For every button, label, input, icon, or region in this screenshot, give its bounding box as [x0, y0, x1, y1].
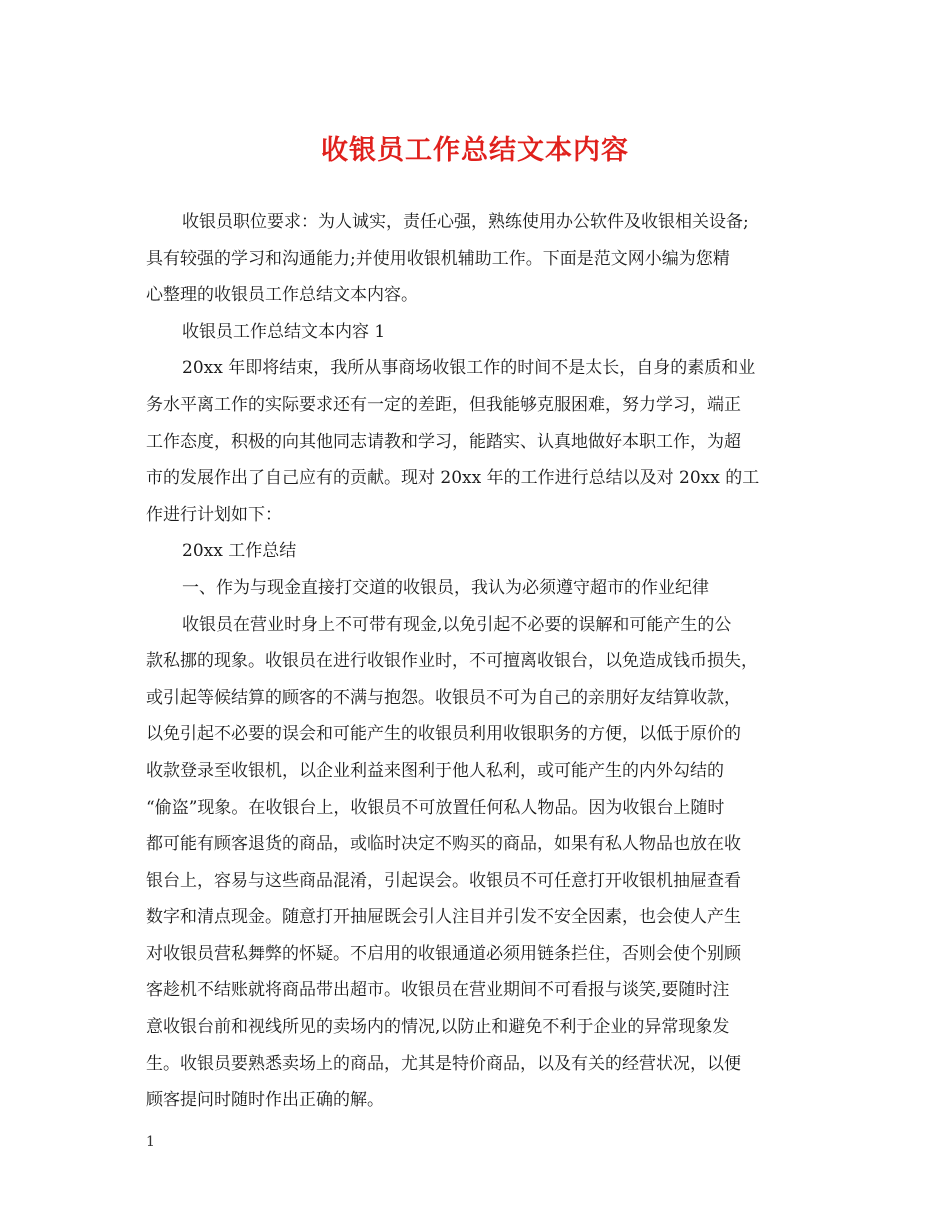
- paragraph-line: 以免引起不必要的误会和可能产生的收银员利用收银职务的方便，以低于原价的: [146, 724, 741, 745]
- paragraph-line: 20xx 年即将结束，我所从事商场收银工作的时间不是太长，自身的素质和业: [182, 358, 756, 379]
- paragraph-line: 银台上，容易与这些商品混淆，引起误会。收银员不可任意打开收银机抽屉查看: [146, 870, 741, 891]
- section-heading-text: 收银员工作总结文本内容 1: [182, 321, 386, 342]
- paragraph-1: [146, 350, 810, 533]
- page-number: 1: [146, 1134, 155, 1150]
- paragraph-line: 意收银台前和视线所见的卖场内的情况,以防止和避免不利于企业的异常现象发: [146, 1017, 730, 1038]
- summary-heading: [146, 533, 810, 570]
- paragraph-line: 作进行计划如下：: [146, 504, 282, 525]
- document-body: [146, 204, 810, 1119]
- paragraph-line: 务水平离工作的实际要求还有一定的差距，但我能够克服困难，努力学习，端正: [146, 394, 741, 415]
- paragraph-line: 收款登录至收银机，以企业利益来图利于他人私利，或可能产生的内外勾结的: [146, 760, 724, 781]
- intro-paragraph: [146, 204, 810, 314]
- paragraph-line: 数字和清点现金。随意打开抽屉既会引人注目并引发不安全因素，也会使人产生: [146, 907, 741, 928]
- paragraph-line: 都可能有顾客退货的商品，或临时决定不购买的商品，如果有私人物品也放在收: [146, 834, 741, 855]
- paragraph-line: 对收银员营私舞弊的怀疑。不启用的收银通道必须用链条拦住，否则会使个别顾: [146, 943, 741, 964]
- paragraph-line: 款私挪的现象。收银员在进行收银作业时，不可擅离收银台，以免造成钱币损失，: [146, 651, 758, 672]
- summary-heading-text: 20xx 工作总结: [182, 541, 297, 562]
- section-heading: [146, 314, 810, 351]
- intro-line: 收银员职位要求：为人诚实，责任心强，熟练使用办公软件及收银相关设备;: [182, 212, 749, 232]
- paragraph-line: 收银员在营业时身上不可带有现金,以免引起不必要的误解和可能产生的公: [182, 614, 732, 635]
- paragraph-line: 顾客提问时随时作出正确的解。: [146, 1090, 384, 1111]
- intro-line: 心整理的收银员工作总结文本内容。: [146, 285, 418, 306]
- paragraph-2: [146, 607, 810, 1119]
- intro-line: 具有较强的学习和沟通能力;并使用收银机辅助工作。下面是范文网小编为您精: [146, 248, 730, 269]
- paragraph-line: 市的发展作出了自己应有的贡献。现对 20xx 年的工作进行总结以及对 20xx 的工: [146, 468, 760, 489]
- paragraph-line: 生。收银员要熟悉卖场上的商品，尤其是特价商品，以及有关的经营状况，以便: [146, 1053, 741, 1074]
- paragraph-line: 客趁机不结账就将商品带出超市。收银员在营业期间不可看报与谈笑,要随时注: [146, 980, 730, 1001]
- point-heading: [146, 570, 810, 607]
- document-title: 收银员工作总结文本内容: [321, 135, 629, 166]
- point-heading-text: 一、作为与现金直接打交道的收银员，我认为必须遵守超市的作业纪律: [182, 577, 709, 598]
- paragraph-line: 或引起等候结算的顾客的不满与抱怨。收银员不可为自己的亲朋好友结算收款，: [146, 687, 741, 708]
- paragraph-line: “偷盗”现象。在收银台上，收银员不可放置任何私人物品。因为收银台上随时: [146, 797, 725, 818]
- paragraph-line: 工作态度，积极的向其他同志请教和学习，能踏实、认真地做好本职工作，为超: [146, 431, 741, 452]
